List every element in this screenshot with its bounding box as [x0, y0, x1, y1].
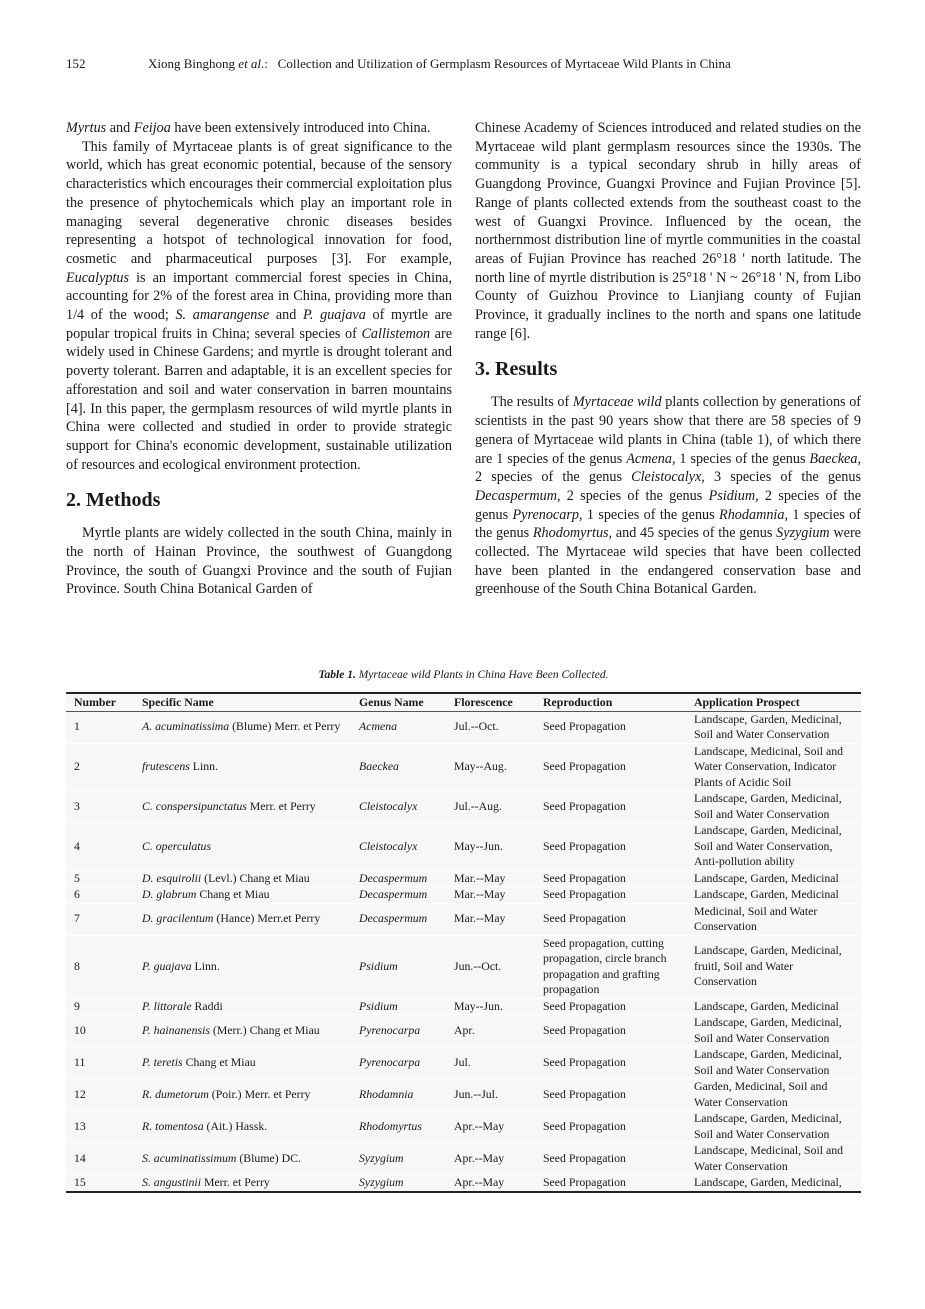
genus-text: Acmena	[359, 719, 397, 734]
cell-florescence: Mar.--May	[446, 870, 535, 887]
cell-number: 11	[66, 1047, 134, 1079]
cell-specific-name	[134, 711, 351, 743]
species-authority: (Poir.) Merr. et Perry	[208, 1086, 311, 1101]
cell-specific-name	[134, 935, 351, 998]
right-column	[475, 119, 861, 599]
table-row	[66, 823, 861, 871]
genus-text: Cleistocalyx	[359, 798, 418, 813]
cell-number: 6	[66, 887, 134, 904]
cell-number: 3	[66, 791, 134, 823]
paragraph	[475, 393, 861, 599]
cell-application-prospect: Landscape, Garden, Medicinal, Soil and Water Conservation	[686, 1015, 861, 1047]
cell-application-prospect: Landscape, Garden, Medicinal, fruitl, Soil and Water Conservation	[686, 935, 861, 998]
cell-specific-name	[134, 1111, 351, 1143]
cell-application-prospect: Landscape, Medicinal, Soil and Water Conservation, Indicator Plants of Acidic Soil	[686, 743, 861, 791]
cell-genus-name	[351, 887, 446, 904]
table-row	[66, 1143, 861, 1175]
species-table	[66, 692, 861, 1193]
species-authority: (Blume) Merr. et Perry	[229, 719, 341, 734]
genus-text: Decaspermum	[359, 870, 428, 885]
cell-number: 8	[66, 935, 134, 998]
genus-text: Decaspermum	[359, 887, 428, 901]
cell-genus-name	[351, 998, 446, 1015]
cell-specific-name	[134, 1015, 351, 1047]
species-authority: Merr. et Perry	[201, 1175, 270, 1189]
paragraph	[475, 119, 861, 343]
table-row	[66, 1047, 861, 1079]
cell-specific-name	[134, 887, 351, 904]
cell-specific-name	[134, 998, 351, 1015]
cell-florescence: Apr.	[446, 1015, 535, 1047]
species-authority: (Merr.) Chang et Miau	[209, 1022, 320, 1037]
species-authority: (Blume) DC.	[236, 1150, 301, 1165]
text-run: plants collection by generations of scientists in the past 90 years show that there are 58 species of 9 genera of Myrtaceae wild plants in China (table 1), of which there are 1 species of the genus	[475, 394, 862, 467]
text-run: and	[106, 120, 134, 136]
cell-reproduction: Seed Propagation	[535, 1143, 686, 1175]
text-run: and	[269, 307, 304, 324]
text-run: and 45 species of the genus	[612, 525, 777, 542]
authors-suffix: .:	[261, 56, 268, 71]
species-authority: (Levl.) Chang et Miau	[201, 870, 310, 885]
text-run: is an important commercial forest species in China, accounting for 2% of the forest area in China, providing more than 1/4 of the wood;	[66, 269, 452, 324]
table-caption-text: Myrtaceae wild Plants in China Have Been Collected.	[355, 669, 609, 681]
cell-reproduction: Seed Propagation	[535, 1015, 686, 1047]
text-run: The results of	[491, 394, 573, 411]
cell-genus-name	[351, 791, 446, 823]
species-epithet: R. dumetorum	[142, 1086, 209, 1101]
cell-florescence: Jul.--Oct.	[446, 711, 535, 743]
cell-specific-name	[134, 1175, 351, 1192]
text-run: , 1 species of the genus	[475, 506, 861, 542]
species-epithet: C. operculatus	[142, 838, 212, 853]
table-row	[66, 1175, 861, 1192]
italic-text-run: Cleistocalyx	[631, 469, 702, 486]
col-header-application-prospect: Application Prospect	[686, 693, 861, 711]
cell-florescence: Apr.--May	[446, 1143, 535, 1175]
italic-text-run: Baeckea	[809, 450, 858, 467]
table-row	[66, 743, 861, 791]
table-row	[66, 1079, 861, 1111]
italic-text-run: Callistemon	[361, 325, 431, 342]
species-epithet: C. conspersipunctatus	[142, 798, 247, 813]
cell-application-prospect: Medicinal, Soil and Water Conservation	[686, 903, 861, 935]
col-header-number: Number	[66, 693, 134, 711]
italic-text-run: Myrtus	[66, 120, 107, 136]
genus-text: Syzygium	[359, 1150, 404, 1165]
cell-florescence: Jun.--Oct.	[446, 935, 535, 998]
text-run: , 1 species of the genus	[578, 506, 720, 523]
col-header-genus-name: Genus Name	[351, 693, 446, 711]
cell-genus-name	[351, 1175, 446, 1192]
cell-number: 2	[66, 743, 134, 791]
cell-florescence: Apr.--May	[446, 1111, 535, 1143]
cell-genus-name	[351, 1111, 446, 1143]
table-row	[66, 870, 861, 887]
cell-application-prospect: Landscape, Garden, Medicinal, Soil and Water Conservation	[686, 791, 861, 823]
cell-genus-name	[351, 903, 446, 935]
cell-number: 10	[66, 1015, 134, 1047]
table-row	[66, 903, 861, 935]
italic-text-run: Rhodamnia	[719, 506, 785, 523]
cell-genus-name	[351, 870, 446, 887]
col-header-specific-name: Specific Name	[134, 693, 351, 711]
genus-text: Rhodomyrtus	[359, 1118, 422, 1133]
cell-application-prospect: Landscape, Garden, Medicinal, Soil and Water Conservation, Anti-pollution ability	[686, 823, 861, 871]
cell-genus-name	[351, 935, 446, 998]
cell-application-prospect: Landscape, Garden, Medicinal	[686, 887, 861, 904]
paragraph	[66, 138, 452, 475]
text-run: Chinese Academy of Sciences introduced and related studies on the Myrtaceae wild plant germplasm resources since the 1930s. The community is a typical secondary shrub in hilly areas of Guangdong Province, Guangxi Province and Fujian Province [5]. Range of plants collected extends from the southeast coast to the west of Guangxi Province. Influenced by the ocean, the northernmost distribution line of myrtle communities in the coastal areas of Fujian Province has reached 26°18 ' north latitude. The north line of myrtle distribution is 25°18 ' N ~ 26°18 ' N, from Libo County of Guizhou Province to Lianjiang county of Fujian Province, it gradually inclines to the north and spans one latitude range [6].	[475, 120, 861, 342]
italic-text-run: Myrtaceae wild	[572, 394, 662, 411]
authors-name: Xiong Binghong	[148, 56, 239, 71]
running-header	[66, 56, 866, 72]
cell-application-prospect: Landscape, Garden, Medicinal, Soil and Water Conservation	[686, 1111, 861, 1143]
cell-specific-name	[134, 1143, 351, 1175]
cell-specific-name	[134, 870, 351, 887]
cell-application-prospect: Garden, Medicinal, Soil and Water Conservation	[686, 1079, 861, 1111]
text-run: , 3 species of the genus	[701, 469, 861, 486]
cell-specific-name	[134, 823, 351, 871]
cell-number: 4	[66, 823, 134, 871]
cell-reproduction: Seed Propagation	[535, 823, 686, 871]
species-epithet: P. littorale	[142, 998, 192, 1013]
table-body	[66, 711, 861, 1192]
text-run: 2. Methods	[66, 489, 161, 512]
italic-text-run: Decaspermum	[475, 487, 557, 504]
cell-genus-name	[351, 1047, 446, 1079]
cell-genus-name	[351, 823, 446, 871]
species-epithet: P. teretis	[142, 1054, 183, 1069]
species-authority: Raddi	[191, 998, 223, 1013]
table-row	[66, 791, 861, 823]
genus-text: Pyrenocarpa	[359, 1022, 421, 1037]
genus-text: Psidium	[359, 998, 398, 1013]
col-header-reproduction: Reproduction	[535, 693, 686, 711]
cell-reproduction: Seed propagation, cutting propagation, circle branch propagation and grafting propagation	[535, 935, 686, 998]
italic-text-run: Eucalyptus	[66, 269, 130, 286]
cell-application-prospect: Landscape, Garden, Medicinal	[686, 998, 861, 1015]
cell-number: 15	[66, 1175, 134, 1192]
table-header-row	[66, 693, 861, 711]
genus-text: Cleistocalyx	[359, 838, 418, 853]
genus-text: Decaspermum	[359, 911, 428, 926]
cell-genus-name	[351, 1079, 446, 1111]
cell-specific-name	[134, 1047, 351, 1079]
genus-text: Syzygium	[359, 1175, 404, 1189]
cell-reproduction: Seed Propagation	[535, 1047, 686, 1079]
genus-text: Pyrenocarpa	[359, 1054, 421, 1069]
text-run: Myrtle plants are widely collected in the south China, mainly in the north of Hainan Province, the southwest of Guangdong Province, the south of Guangxi Province and the south of Fujian Province. South China Botanical Garden of	[66, 525, 452, 598]
italic-text-run: Acmena	[626, 450, 672, 467]
cell-genus-name	[351, 1015, 446, 1047]
genus-text: Rhodamnia	[359, 1086, 414, 1101]
species-authority: Linn.	[189, 759, 219, 773]
header-authors	[148, 56, 268, 71]
table-row	[66, 998, 861, 1015]
species-epithet: D. esquirolii	[142, 870, 202, 885]
italic-text-run: Pyrenocarp	[512, 506, 579, 523]
species-authority: Chang et Miau	[182, 1054, 256, 1069]
cell-specific-name	[134, 903, 351, 935]
italic-text-run: Rhodomyrtus,	[532, 525, 613, 542]
cell-florescence: May--Jun.	[446, 998, 535, 1015]
species-epithet: D. glabrum	[142, 887, 197, 901]
cell-reproduction: Seed Propagation	[535, 1079, 686, 1111]
cell-specific-name	[134, 743, 351, 791]
text-run: were collected. The Myrtaceae wild species that have been collected have been planted in the endangered conservation base and greenhouse of the South China Botanical Garden.	[475, 525, 861, 598]
cell-reproduction: Seed Propagation	[535, 1111, 686, 1143]
text-run: are widely used in Chinese Gardens; and myrtle is drought tolerant and poverty tolerant. Barren and adaptable, it is an excellent species for afforestation and soil and water conservation in barren mountains [4]. In this paper, the germplasm resources of wild myrtle plants in China were collected and studied in order to provide strategic support for China's economic development, sustainable utilization of resources and ecological environment protection.	[66, 325, 452, 473]
cell-number: 5	[66, 870, 134, 887]
cell-application-prospect: Landscape, Garden, Medicinal, Soil and Water Conservation	[686, 1047, 861, 1079]
species-authority: Merr. et Perry	[246, 798, 316, 813]
section-heading	[66, 488, 452, 512]
cell-florescence: Jul.--Aug.	[446, 791, 535, 823]
text-run: , 1 species of the genus	[671, 450, 810, 467]
species-epithet: R. tomentosa	[142, 1118, 204, 1133]
table-row	[66, 887, 861, 904]
italic-text-run: Syzygium	[776, 525, 830, 542]
cell-reproduction: Seed Propagation	[535, 791, 686, 823]
species-authority: (Hance) Merr.et Perry	[213, 911, 321, 926]
genus-text: Psidium	[359, 958, 398, 973]
cell-number: 14	[66, 1143, 134, 1175]
cell-florescence: May--Jun.	[446, 823, 535, 871]
text-run: have been extensively introduced into China.	[170, 120, 431, 136]
cell-florescence: Jul.	[446, 1047, 535, 1079]
authors-etal: et al	[238, 56, 262, 71]
cell-reproduction: Seed Propagation	[535, 903, 686, 935]
text-run: This family of Myrtaceae plants is of great significance to the world, which has great economic potential, because of the sensory characteristics which encourages their commercial exploitation plus the presence of phytochemicals which play an important role in managing several degenerative chronic diseases besides representing a hotspot of technological innovation for food, cosmetic and pharmaceutical purposes [3]. For example,	[66, 138, 452, 267]
cell-genus-name	[351, 711, 446, 743]
italic-text-run: Psidium	[708, 487, 756, 504]
cell-number: 1	[66, 711, 134, 743]
species-epithet: S. acuminatissimum	[142, 1150, 237, 1165]
cell-number: 13	[66, 1111, 134, 1143]
species-epithet: A. acuminatissima	[142, 719, 230, 734]
paragraph	[66, 524, 452, 599]
cell-florescence: Apr.--May	[446, 1175, 535, 1192]
text-run: , 2 species of the genus	[475, 487, 861, 523]
left-column	[66, 119, 452, 599]
col-header-florescence: Florescence	[446, 693, 535, 711]
page-number: 152	[66, 56, 86, 71]
text-run: 3. Results	[475, 358, 558, 381]
text-run: of myrtle are popular tropical fruits in China; several species of	[66, 307, 452, 342]
cell-reproduction: Seed Propagation	[535, 887, 686, 904]
cell-specific-name	[134, 791, 351, 823]
species-authority: Chang et Miau	[196, 887, 270, 901]
species-epithet: frutescens	[142, 759, 190, 773]
cell-application-prospect: Landscape, Garden, Medicinal	[686, 870, 861, 887]
cell-specific-name	[134, 1079, 351, 1111]
cell-number: 7	[66, 903, 134, 935]
cell-florescence: May--Aug.	[446, 743, 535, 791]
cell-number: 9	[66, 998, 134, 1015]
species-epithet: S. angustinii	[142, 1175, 201, 1189]
cell-genus-name	[351, 743, 446, 791]
header-title: Collection and Utilization of Germplasm Resources of Myrtaceae Wild Plants in China	[277, 56, 731, 71]
italic-text-run: S. amarangense	[175, 307, 270, 324]
cell-reproduction: Seed Propagation	[535, 1175, 686, 1192]
species-authority: Linn.	[191, 958, 220, 973]
paragraph	[66, 119, 452, 138]
cell-application-prospect: Landscape, Garden, Medicinal, Soil and Water Conservation	[686, 711, 861, 743]
text-run: , 2 species of the genus	[475, 450, 861, 486]
table-row	[66, 935, 861, 998]
table-row	[66, 1015, 861, 1047]
species-epithet: P. hainanensis	[142, 1022, 210, 1037]
cell-application-prospect: Landscape, Garden, Medicinal,	[686, 1175, 861, 1192]
species-epithet: P. guajava	[142, 958, 192, 973]
cell-genus-name	[351, 1143, 446, 1175]
cell-number: 12	[66, 1079, 134, 1111]
section-heading	[475, 357, 861, 381]
species-epithet: D. gracilentum	[142, 911, 214, 926]
italic-text-run: P. guajava	[303, 307, 366, 324]
cell-florescence: Mar.--May	[446, 887, 535, 904]
cell-florescence: Mar.--May	[446, 903, 535, 935]
table-row	[66, 711, 861, 743]
genus-text: Baeckea	[359, 759, 399, 773]
table-caption	[66, 669, 861, 681]
cell-reproduction: Seed Propagation	[535, 998, 686, 1015]
cell-application-prospect: Landscape, Medicinal, Soil and Water Conservation	[686, 1143, 861, 1175]
table-caption-label: Table 1.	[318, 669, 356, 681]
species-authority: (Ait.) Hassk.	[203, 1118, 268, 1133]
text-run: , 2 species of the genus	[556, 487, 709, 504]
cell-reproduction: Seed Propagation	[535, 870, 686, 887]
cell-reproduction: Seed Propagation	[535, 743, 686, 791]
table-row	[66, 1111, 861, 1143]
italic-text-run: Feijoa	[133, 120, 171, 136]
cell-reproduction: Seed Propagation	[535, 711, 686, 743]
cell-florescence: Jun.--Jul.	[446, 1079, 535, 1111]
